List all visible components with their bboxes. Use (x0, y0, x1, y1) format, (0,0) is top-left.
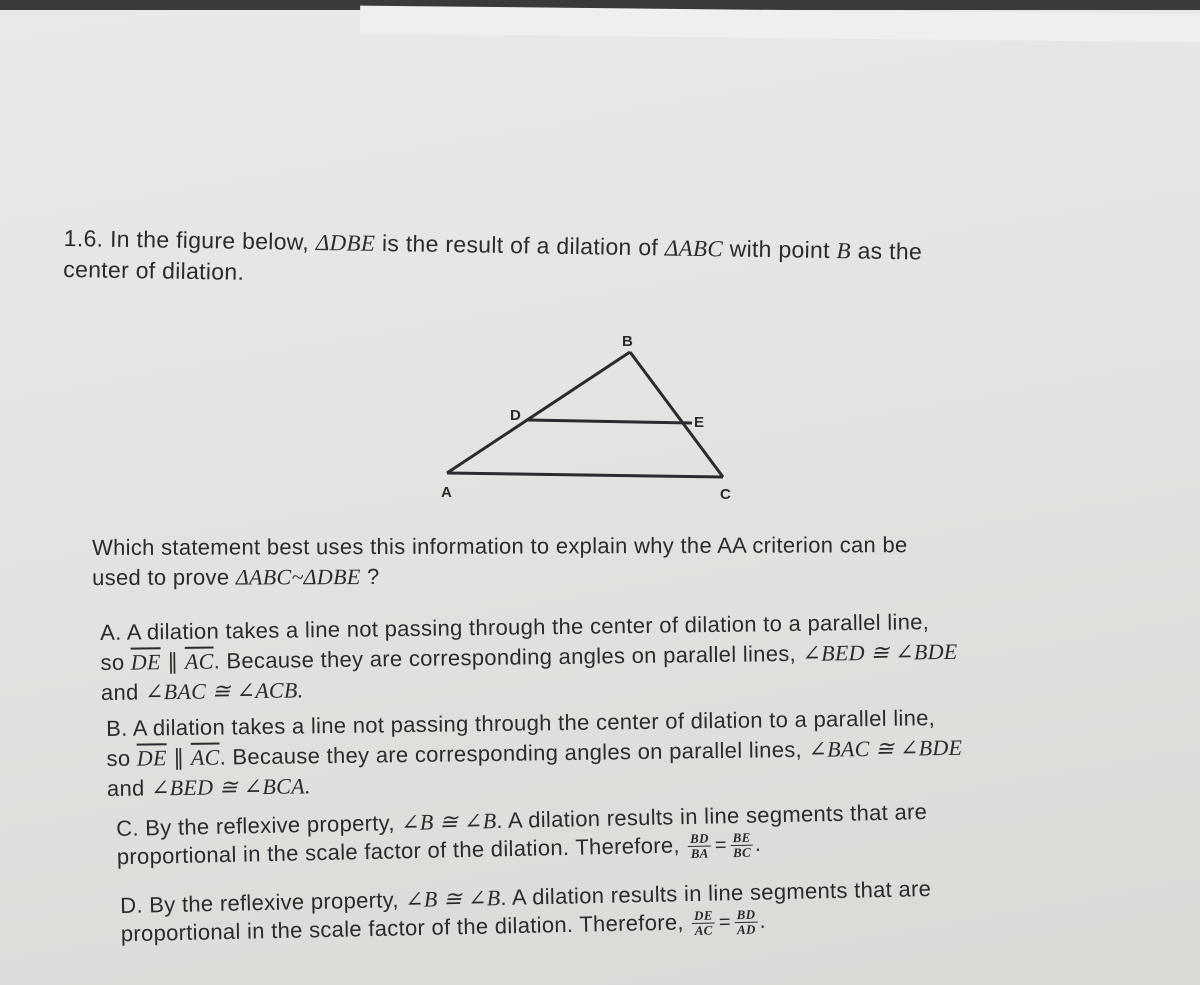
choice-d-line-1: D. By the reflexive property, ∠B ≅ ∠B. A dilation results in line segments that are (120, 876, 932, 918)
choice-c-line-1: C. By the reflexive property, ∠B ≅ ∠B. A dilation results in line segments that are (116, 799, 928, 841)
choice-c-line-2: proportional in the scale factor of the dilation. Therefore, $\frac{BD}{BA}$ = $\frac{BE}{BC}$ . (116, 829, 762, 870)
fraction-bd-ad: $\frac{BD}{AD}$ (736, 906, 756, 938)
vertex-label-d: D (510, 407, 521, 424)
fraction-bd-ba: $\frac{BD}{BA}$ (688, 832, 711, 861)
choice-b-line-2: so $\overline{DE}$ ∥ $\overline{AC}$. Because they are corresponding angles on parallel lines, ∠BAC ≅ ∠BDE (106, 734, 963, 771)
segment-bc (630, 352, 723, 477)
fraction-be-bc: $\frac{BE}{BC}$ (732, 829, 752, 861)
paper-edge (360, 6, 1200, 43)
vertex-label-c: C (720, 486, 731, 503)
segment-ab (447, 352, 630, 473)
vertex-label-a: A (441, 484, 452, 501)
question-number: 1.6. (63, 225, 104, 252)
choice-a-line-3: and ∠BAC ≅ ∠ACB. (100, 677, 304, 705)
segment-de (528, 420, 692, 423)
vertex-label-b: B (622, 333, 633, 350)
vertex-label-e: E (694, 414, 705, 431)
segment-ac (447, 473, 723, 477)
triangle-figure (430, 325, 750, 505)
similarity-statement: ΔABC~ΔDBE (235, 564, 361, 590)
choice-b-line-1: B. A dilation takes a line not passing through the center of dilation to a parallel line, (106, 705, 936, 741)
choice-a-line-1: A. A dilation takes a line not passing through the center of dilation to a parallel line, (100, 609, 930, 645)
question-line-2: center of dilation. (63, 255, 245, 285)
triangle-abc: ΔABC (664, 235, 724, 262)
choice-a-line-2: so $\overline{DE}$ ∥ $\overline{AC}$. Because they are corresponding angles on parallel lines, ∠BED ≅ ∠BDE (100, 638, 958, 675)
prompt-line-2: used to prove ΔABC~ΔDBE ? (92, 563, 380, 590)
triangle-dbe: ΔDBE (315, 229, 376, 256)
prompt-line-1: Which statement best uses this information to explain why the AA criterion can be (92, 532, 908, 560)
segment-ac-label: $\overline{AC}$ (184, 648, 214, 674)
choice-d-line-2: proportional in the scale factor of the dilation. Therefore, $\frac{DE}{AC}$ = $\frac{BD}{AD}$ . (120, 906, 767, 947)
segment-de-label: $\overline{DE}$ (130, 649, 161, 675)
choice-b-line-3: and ∠BED ≅ ∠BCA. (106, 773, 311, 801)
fraction-de-ac: $\frac{DE}{AC}$ (692, 909, 715, 938)
question-line-1: 1.6. In the figure below, ΔDBE is the result of a dilation of ΔABC with point B as the (63, 225, 923, 265)
